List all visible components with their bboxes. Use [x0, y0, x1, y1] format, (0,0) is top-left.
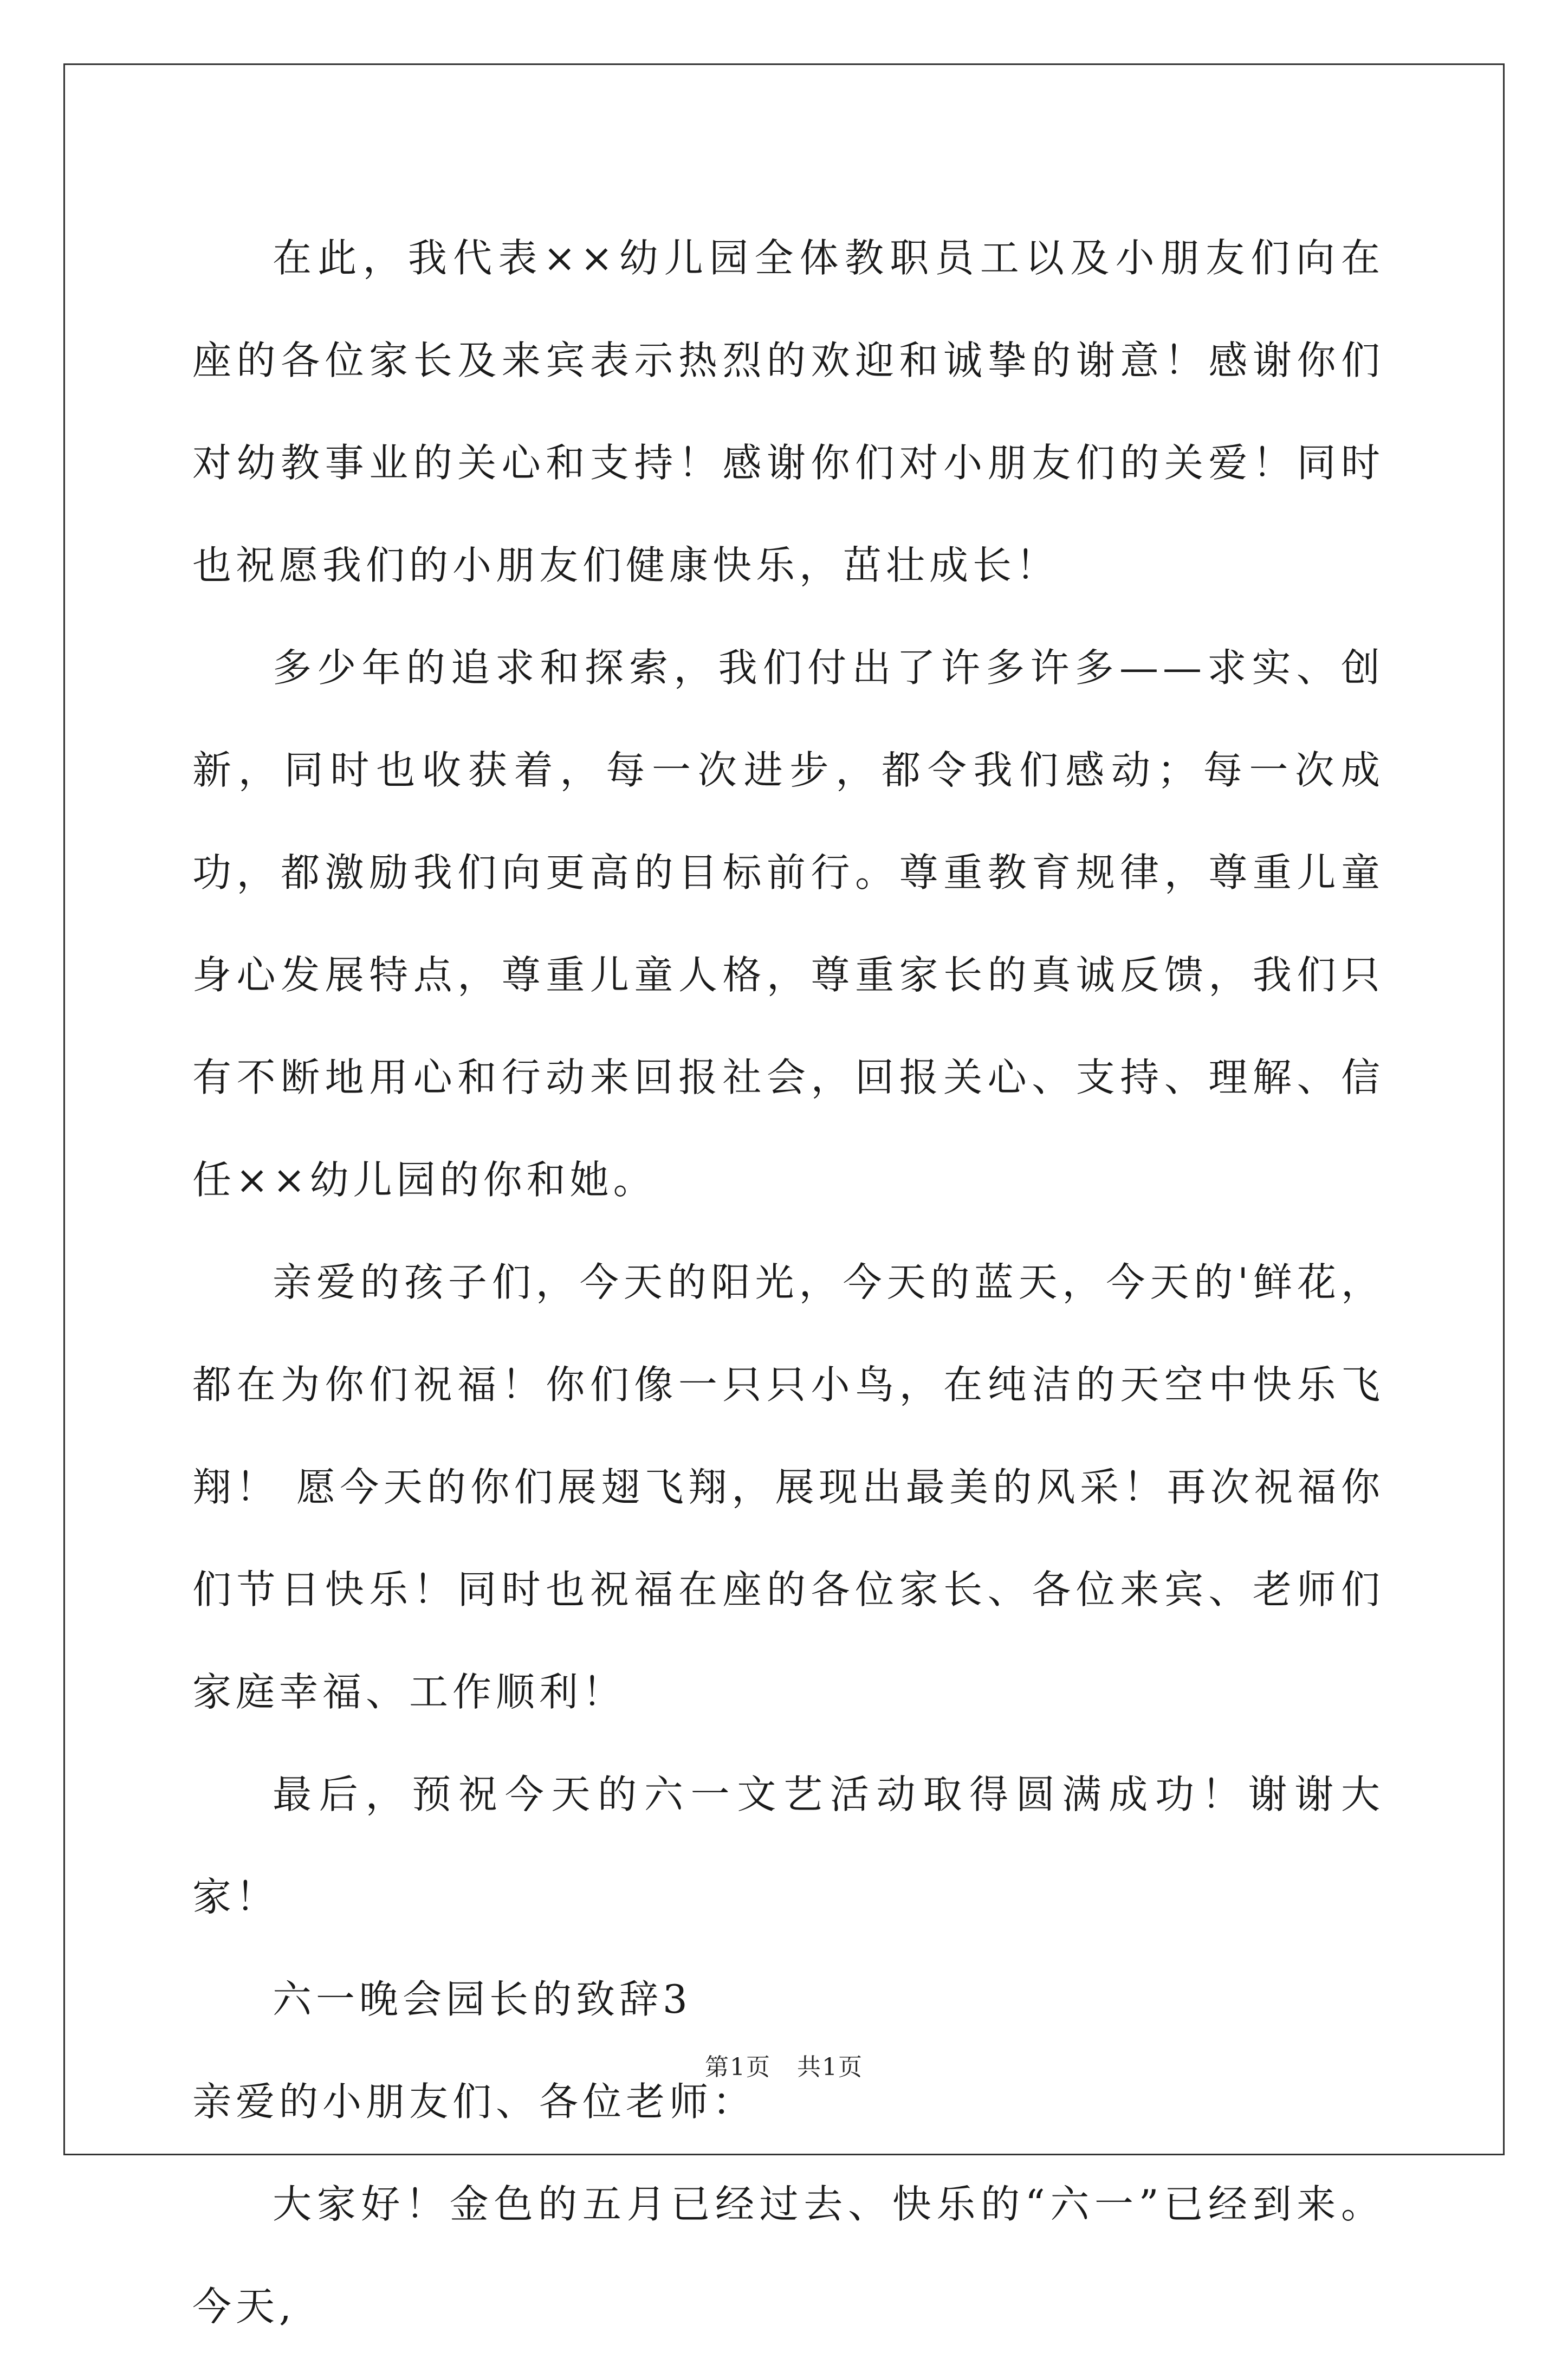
paragraph-pursuit: 多少年的追求和探索，我们付出了许多许多——求实、创新，同时也收获着，每一次进步，都令我们感动；每一次成功，都激励我们向更高的目标前行。尊重教育规律，尊重儿童身心发展特点，尊重儿童人格，尊重家长的真诚反馈，我们只有不断地用心和行动来回报社会，回报关心、支持、理解、信任××幼儿园的你和她。 — [192, 645, 1384, 1203]
salutation: 亲爱的小朋友们、各位老师： — [192, 2079, 756, 2124]
page-footer — [0, 2051, 1568, 2084]
section-title: 六一晚会园长的致辞3 — [273, 1976, 692, 2022]
paragraph-closing: 最后，预祝今天的六一文艺活动取得圆满成功！谢谢大家！ — [192, 1772, 1384, 1920]
paragraph-children: 亲爱的孩子们，今天的阳光，今天的蓝天，今天的'鲜花，都在为你们祝福！你们像一只只小鸟，在纯洁的天空中快乐飞翔！ 愿今天的你们展翅飞翔，展现出最美的风采！再次祝福你们节日快乐！同时也祝福在座的各位家长、各位来宾、老师们家庭幸福、工作顺利！ — [192, 1259, 1384, 1715]
page-number: 第1页 — [705, 2053, 771, 2081]
document-body — [192, 207, 1384, 2358]
page-total: 共1页 — [797, 2053, 863, 2081]
paragraph-welcome: 在此，我代表××幼儿园全体教职员工以及小朋友们向在座的各位家长及来宾表示热烈的欢迎和诚挚的谢意！感谢你们对幼教事业的关心和支持！感谢你们对小朋友们的关爱！同时也祝愿我们的小朋友们健康快乐，茁壮成长！ — [192, 235, 1384, 588]
paragraph-greeting: 大家好！金色的五月已经过去、快乐的“六一”已经到来。今天, — [192, 2181, 1384, 2329]
